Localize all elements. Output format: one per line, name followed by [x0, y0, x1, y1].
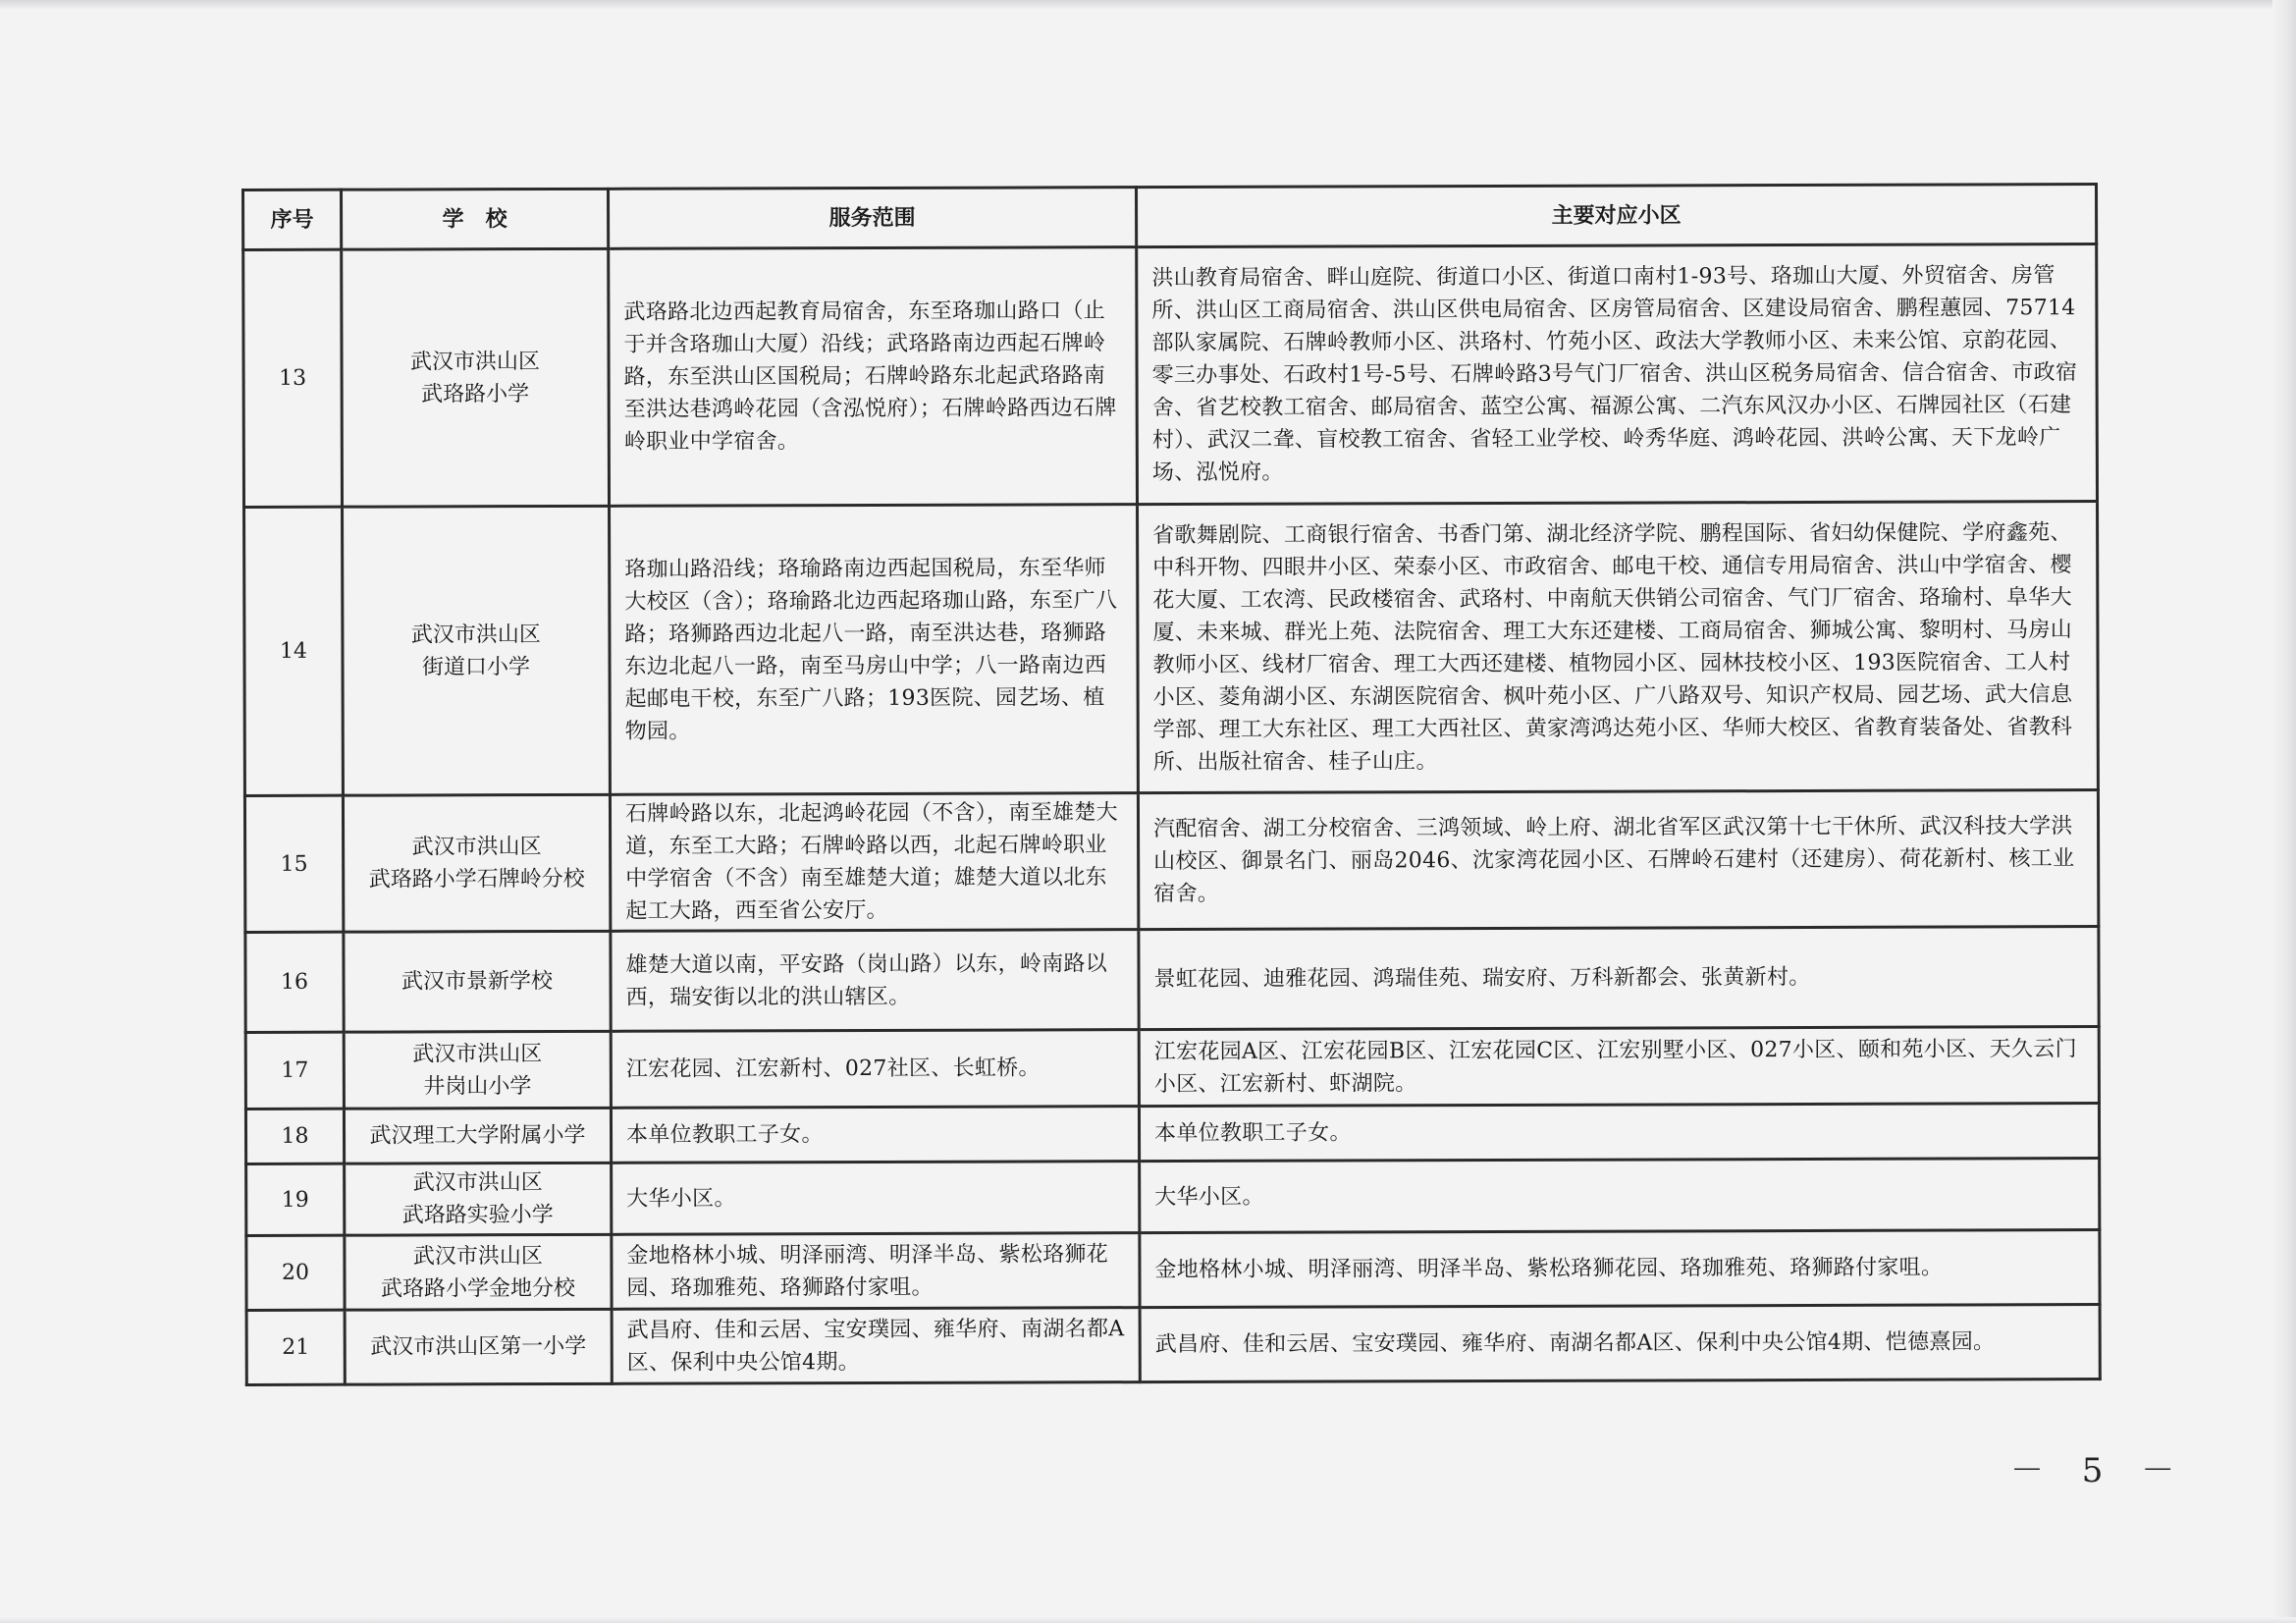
row-no: 13	[243, 249, 343, 507]
header-scope: 服务范围	[609, 188, 1137, 249]
row-scope: 武昌府、佳和云居、宝安璞园、雍华府、南湖名都A区、保利中央公馆4期。	[612, 1308, 1140, 1384]
school-line: 武汉市洪山区第一小学	[370, 1333, 587, 1360]
row-no: 16	[245, 932, 344, 1032]
school-district-table	[241, 183, 2102, 1386]
row-school	[344, 931, 611, 1032]
table-row	[243, 244, 2098, 508]
row-school	[345, 1309, 612, 1384]
table-row	[245, 1104, 2099, 1164]
table-row	[244, 790, 2098, 933]
school-line: 武汉市洪山区	[412, 1170, 543, 1196]
header-no: 序号	[243, 189, 342, 249]
school-line: 武汉市洪山区	[411, 835, 542, 860]
table-row	[245, 1027, 2099, 1109]
school-line: 武汉市洪山区	[412, 1041, 543, 1066]
row-communities: 大华小区。	[1140, 1159, 2100, 1233]
row-school	[344, 1108, 611, 1163]
school-line: 武珞路小学金地分校	[380, 1275, 576, 1302]
row-scope: 本单位教职工子女。	[611, 1107, 1139, 1163]
table-header-row	[243, 185, 2097, 250]
school-line: 武汉市景新学校	[400, 969, 554, 995]
header-communities: 主要对应小区	[1137, 185, 2097, 247]
row-scope: 金地格林小城、明泽丽湾、明泽半岛、紫松珞狮花园、珞珈雅苑、珞狮路付家咀。	[612, 1233, 1140, 1310]
row-school	[342, 248, 610, 507]
table-row	[246, 1230, 2100, 1311]
table-row	[246, 1159, 2100, 1236]
school-line: 武汉市洪山区	[410, 622, 541, 647]
row-communities: 江宏花园A区、江宏花园B区、江宏花园C区、江宏别墅小区、027小区、颐和苑小区、天久云门小区、江宏新村、虾湖院。	[1139, 1027, 2099, 1107]
row-scope: 江宏花园、江宏新村、027社区、长虹桥。	[611, 1030, 1139, 1109]
school-line: 武珞路实验小学	[401, 1203, 554, 1228]
row-school	[344, 1031, 611, 1109]
row-scope: 石牌岭路以东，北起鸿岭花园（不含），南至雄楚大道，东至工大路；石牌岭路以西，北起石牌岭职业中学宿舍（不含）南至雄楚大道；雄楚大道以北东起工大路，西至省公安厅。	[610, 793, 1138, 932]
scan-edge-bottom	[0, 1617, 2296, 1623]
school-line: 武汉市洪山区	[410, 349, 541, 374]
row-communities: 武昌府、佳和云居、宝安璞园、雍华府、南湖名都A区、保利中央公馆4期、恺德熹园。	[1140, 1305, 2100, 1382]
row-communities: 省歌舞剧院、工商银行宿舍、书香门第、湖北经济学院、鹏程国际、省妇幼保健院、学府鑫苑、中科开物、四眼井小区、荣泰小区、市政宿舍、邮电干校、通信专用局宿舍、洪山中学宿舍、樱花大厦、工农湾、民政楼宿舍、武珞村、中南航天供销公司宿舍、气门厂宿舍、珞瑜村、阜华大厦、未来城、群光上苑、法院宿舍、理工大东还建楼、工商局宿舍、狮城公寓、黎明村、马房山教师小区、线材厂宿舍、理工大西还建楼、植物园小区、园林技校小区、193医院宿舍、工人村小区、菱角湖小区、东湖医院宿舍、枫叶苑小区、广八路双号、知识产权局、园艺场、武大信息学部、理工大东社区、理工大西社区、黄家湾鸿达苑小区、华师大校区、省教育装备处、省教科所、出版社宿舍、桂子山庄。	[1138, 502, 2099, 793]
school-line: 街道口小学	[421, 654, 531, 679]
row-communities: 景虹花园、迪雅花园、鸿瑞佳苑、瑞安府、万科新都会、张黄新村。	[1139, 927, 2099, 1030]
table-row	[245, 927, 2099, 1033]
school-line: 井岗山小学	[423, 1073, 532, 1099]
school-line: 武珞路小学	[421, 381, 530, 406]
row-school	[345, 1234, 612, 1310]
header-school: 学 校	[342, 189, 609, 249]
scan-edge-right	[2272, 0, 2296, 1623]
row-school	[345, 1163, 612, 1235]
row-communities: 本单位教职工子女。	[1139, 1104, 2099, 1162]
row-no: 17	[245, 1032, 344, 1109]
row-no: 19	[246, 1163, 345, 1235]
table-row	[246, 1305, 2100, 1385]
row-communities: 汽配宿舍、湖工分校宿舍、三鸿领域、岭上府、湖北省军区武汉第十七干休所、武汉科技大学洪山校区、御景名门、丽岛2046、沈家湾花园小区、石牌岭石建村（还建房）、荷花新村、核工业宿舍。	[1138, 790, 2098, 930]
row-scope: 雄楚大道以南，平安路（岗山路）以东，岭南路以西，瑞安街以北的洪山辖区。	[611, 930, 1139, 1032]
scan-edge-top	[0, 0, 2296, 10]
page-number: － 5 －	[2010, 1451, 2189, 1490]
row-school	[343, 794, 610, 932]
row-no: 15	[244, 795, 343, 932]
row-scope: 大华小区。	[612, 1162, 1140, 1235]
row-scope: 武珞路北边西起教育局宿舍，东至珞珈山路口（止于并含珞珈山大厦）沿线；武珞路南边西起石牌岭路，东至洪山区国税局；石牌岭路东北起武珞路南至洪达巷鸿岭花园（含泓悦府）；石牌岭路西边石牌岭职业中学宿舍。	[609, 247, 1138, 507]
row-no: 20	[246, 1235, 345, 1310]
school-line: 武汉理工大学附属小学	[369, 1122, 586, 1149]
row-communities: 金地格林小城、明泽丽湾、明泽半岛、紫松珞狮花园、珞珈雅苑、珞狮路付家咀。	[1140, 1230, 2100, 1308]
table-row	[244, 502, 2099, 796]
row-no: 18	[245, 1109, 344, 1163]
row-no: 14	[244, 507, 344, 795]
school-line: 武汉市洪山区	[412, 1243, 543, 1269]
row-scope: 珞珈山路沿线；珞瑜路南边西起国税局，东至华师大校区（含）；珞瑜路北边西起珞珈山路，东至广八路；珞狮路西边北起八一路，南至洪达巷，珞狮路东边北起八一路，南至马房山中学；八一路南边西起邮电干校，东至广八路；193医院、园艺场、植物园。	[610, 505, 1139, 795]
school-line: 武珞路小学石牌岭分校	[368, 866, 585, 893]
row-no: 21	[246, 1310, 345, 1384]
row-school	[343, 506, 611, 795]
row-communities: 洪山教育局宿舍、畔山庭院、街道口小区、街道口南村1-93号、珞珈山大厦、外贸宿舍、房管所、洪山区工商局宿舍、洪山区供电局宿舍、区房管局宿舍、区建设局宿舍、鹏程蕙园、75714部队家属院、石牌岭教师小区、洪珞村、竹苑小区、政法大学教师小区、未来公馆、京韵花园、零三办事处、石政村1号-5号、石牌岭路3号气门厂宿舍、洪山区税务局宿舍、信合宿舍、市政宿舍、省艺校教工宿舍、邮局宿舍、蓝空公寓、福源公寓、二汽东风汉办小区、石牌园社区（石建村）、武汉二聋、盲校教工宿舍、省轻工业学校、岭秀华庭、鸿岭花园、洪岭公寓、天下龙岭广场、泓悦府。	[1137, 244, 2098, 505]
